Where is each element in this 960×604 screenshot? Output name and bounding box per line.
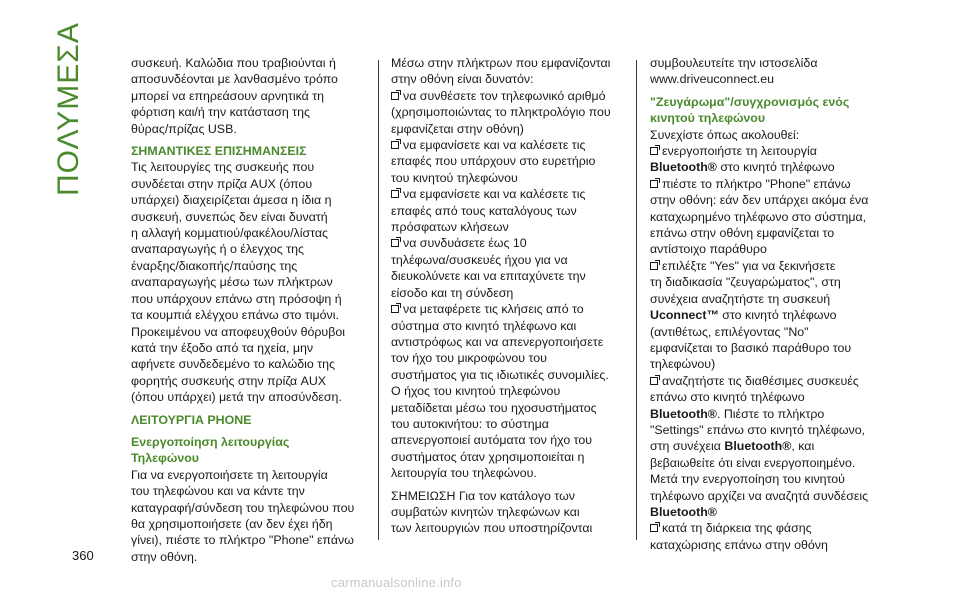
text-line: καταγραφή/σύνδεση του τηλεφώνου που: [131, 500, 355, 515]
text-line: υπάρχει) διαχειρίζεται άμεσα η ίδια η: [131, 193, 332, 208]
text-line: λειτουργία του τηλεφώνου.: [391, 466, 537, 481]
text-bold: Bluetooth®: [650, 406, 717, 421]
text-line: η αλλαγή κομματιού/φακέλου/λίστας: [131, 226, 329, 241]
text-line: επαφές από τους καταλόγους των: [391, 203, 577, 218]
text-line: πρόσφατων κλήσεων: [391, 220, 509, 235]
text-line: στην οθόνη: εάν δεν υπάρχει ακόμα ένα: [650, 193, 869, 208]
column-3: [650, 55, 886, 553]
text-line: συνδέεται στην πρίζα AUX (όπου: [131, 176, 313, 191]
text-line: αντίστοιχο παράθυρο: [650, 242, 767, 257]
paragraph-note: [391, 488, 627, 537]
text-line: συστήματος όταν χρησιμοποιείται η: [391, 449, 585, 464]
paragraph: [131, 55, 367, 137]
text-line: είσοδο και τη σύνδεση: [391, 285, 514, 300]
text-line: στο κινητό τηλέφωνο: [716, 160, 835, 175]
bullet-icon: [391, 305, 399, 313]
text-line: να εμφανίσετε και να καλέσετε τις: [403, 187, 586, 202]
bullet-icon: [650, 262, 658, 270]
website-link[interactable]: www.driveuconnect.eu: [650, 72, 774, 87]
text-line: σύστημα στο κινητό τηλέφωνο και: [391, 318, 577, 333]
bullet-item: [391, 235, 627, 301]
bullet-icon: [650, 377, 658, 385]
text-line: αποσυνδέονται με λανθασμένο τρόπο: [131, 72, 338, 87]
text-line: Συνεχίστε όπως ακολουθεί:: [650, 127, 800, 142]
text-line: τηλέφωνο αρχίζει να αναζητά συνδέσεις: [650, 488, 869, 503]
text-line: μεταδίδεται μέσω του ηχοσυστήματος: [391, 400, 597, 415]
column-2: [391, 55, 627, 537]
heading-important-notes: ΣΗΜΑΝΤΙΚΕΣ ΕΠΙΣΗΜΑΝΣΕΙΣ: [131, 144, 307, 159]
text-line: του κινητού τηλεφώνου: [391, 170, 518, 185]
text-line: εμφανίζεται στην οθόνη): [391, 121, 524, 136]
bullet-icon: [650, 524, 658, 532]
text-line: βεβαιωθείτε ότι είναι ενεργοποιημένο.: [650, 455, 856, 470]
text-bold: Bluetooth®: [650, 160, 717, 175]
bullet-icon: [650, 180, 658, 188]
text-line: αναπαραγωγής μέσω των πλήκτρων: [131, 275, 333, 290]
text-line: Μετά την ενεργοποίηση του κινητού: [650, 472, 845, 487]
text-line: τη διαδικασία "ζευγαρώματος", στη: [650, 275, 841, 290]
text-line: των λειτουργιών που υποστηρίζονται: [391, 521, 593, 536]
text-line: που υπάρχουν επάνω στη πρόσοψη ή: [131, 291, 342, 306]
paragraph: [131, 324, 367, 406]
column-divider: [378, 60, 379, 540]
text-line: Τις λειτουργίες της συσκευής που: [131, 160, 315, 175]
bullet-item: [650, 176, 886, 258]
paragraph: [391, 383, 627, 481]
heading-phone-activation: Τηλεφώνου: [131, 451, 199, 466]
text-line: εμφανίζεται το βασικό παράθυρο του: [650, 340, 852, 355]
bullet-icon: [391, 190, 399, 198]
text-line: να εμφανίσετε και να καλέσετε τις: [403, 138, 586, 153]
text-line: μπορεί να επηρεάσουν αρνητικά τη: [131, 88, 325, 103]
text-line: κατά την έξοδο από τα ηχεία, μην: [131, 340, 314, 355]
text-line: του τηλεφώνου και να κάντε την: [131, 484, 305, 499]
text-line: θα χρησιμοποιήσετε (αν δεν έχει ήδη: [131, 516, 333, 531]
text-bold: Bluetooth®: [650, 504, 717, 519]
bullet-icon: [391, 239, 399, 247]
text-bold: Bluetooth®: [724, 439, 792, 454]
text-line: αναπαραγωγής ή ο έλεγχος της: [131, 242, 304, 257]
text-line: αναζητήστε τις διαθέσιμες συσκευές: [662, 373, 859, 388]
text-line: καταχώρισης επάνω στην οθόνη: [650, 537, 828, 552]
paragraph: [131, 159, 367, 323]
text-line: , και: [791, 439, 815, 454]
text-line: . Πιέστε το πλήκτρο: [716, 406, 825, 421]
text-line: ενεργοποιήστε τη λειτουργία: [662, 144, 817, 159]
text-line: στην οθόνη.: [131, 549, 198, 564]
text-line: (χρησιμοποιώντας το πληκτρολόγιο που: [391, 105, 611, 120]
heading-phone-activation: Ενεργοποίηση λειτουργίας: [131, 434, 290, 449]
bullet-item: [650, 373, 886, 521]
text-line: επιλέξτε "Yes" για να ξεκινήσετε: [662, 258, 836, 273]
text-line: φόρτιση και/ή την κατάσταση της: [131, 105, 310, 120]
heading-phone-mode: ΛΕΙΤΟΥΡΓΙΑ PHONE: [131, 412, 252, 427]
bullet-item: [391, 301, 627, 383]
text-line: τηλέφωνα/συσκευές ήχου για να: [391, 252, 568, 267]
text-line: συστήματος για τις ιδιωτικές συνομιλίες.: [391, 367, 609, 382]
text-line: γίνει), πιέστε το πλήκτρο "Phone" επάνω: [131, 533, 354, 548]
text-line: αφήνετε συνδεδεμένο το καλώδιο της: [131, 357, 336, 372]
text-line: συμβουλευτείτε την ιστοσελίδα: [650, 56, 818, 70]
text-line: Ο ήχος του κινητού τηλεφώνου: [391, 384, 561, 399]
text-line: στη συνέχεια: [650, 439, 725, 454]
bullet-icon: [391, 92, 399, 100]
bullet-item: [391, 88, 627, 137]
text-line: συμβατών κινητών τηλεφώνων και: [391, 504, 580, 519]
bullet-item: [650, 520, 886, 553]
text-line: ΣΗΜΕΙΩΣΗ Για τον κατάλογο των: [391, 488, 575, 503]
text-line: (αντιθέτως, επιλέγοντας "No": [650, 324, 809, 339]
column-1: [131, 55, 367, 565]
text-line: έναρξης/διακοπής/παύσης της: [131, 258, 298, 273]
heading-pairing: "Ζευγάρωμα"/συγχρονισμός ενός: [650, 94, 850, 109]
text-line: Προκειμένου να αποφευχθούν θόρυβοι: [131, 324, 345, 339]
text-line: Για να ενεργοποιήσετε τη λειτουργία: [131, 467, 328, 482]
text-line: στο κινητό τηλέφωνο: [718, 308, 837, 323]
text-line: πιέστε το πλήκτρο "Phone" επάνω: [662, 176, 851, 191]
text-line: να συνθέσετε τον τηλεφωνικό αριθμό: [403, 88, 606, 103]
section-title: ΠΟΛΥΜΕΣΑ: [52, 22, 85, 196]
text-line: θύρας/πρίζας USB.: [131, 121, 237, 136]
text-line: του αυτοκινήτου: το σύστημα: [391, 416, 549, 431]
text-line: συσκευή, συνεπώς δεν είναι δυνατή: [131, 209, 328, 224]
text-line: κατά τη διάρκεια της φάσης: [662, 521, 812, 536]
footer-watermark: carmanualsonline.info: [331, 575, 462, 590]
bullet-item: [391, 186, 627, 235]
text-line: να συνδυάσετε έως 10: [403, 236, 527, 251]
text-line: Μέσω στην πλήκτρων που εμφανίζονται: [391, 56, 611, 70]
text-line: φορητής συσκευής στην πρίζα AUX: [131, 373, 327, 388]
text-line: αντιστρόφως και να απενεργοποιήσετε: [391, 334, 604, 349]
text-line: απενεργοποιεί αυτόματα τον ήχο του: [391, 433, 593, 448]
bullet-item: [650, 143, 886, 176]
bullet-icon: [391, 141, 399, 149]
text-line: (όπου υπάρχει) μετά την αποσύνδεση.: [131, 390, 342, 405]
text-bold: Uconnect™: [650, 308, 719, 323]
text-line: επάνω στο κινητό τηλέφωνο: [650, 390, 805, 405]
text-line: τηλεφώνου): [650, 357, 716, 372]
page-number: 360: [72, 548, 94, 563]
column-divider: [636, 60, 637, 540]
bullet-icon: [650, 147, 658, 155]
text-line: επαφές που υπάρχουν στο ευρετήριο: [391, 154, 596, 169]
bullet-item: [650, 258, 886, 373]
text-line: τα κουμπιά ελέγχου επάνω στο τιμόνι.: [131, 308, 339, 323]
text-line: συνέχεια αναζητήστε τη συσκευή: [650, 291, 831, 306]
text-line: συσκευή. Καλώδια που τραβιούνται ή: [131, 56, 336, 70]
text-line: στην οθόνη είναι δυνατόν:: [391, 72, 534, 87]
text-line: "Settings" επάνω στο κινητό τηλέφωνο,: [650, 422, 866, 437]
text-line: διευκολύνετε και να επιταχύνετε την: [391, 269, 586, 284]
text-line: επάνω στην οθόνη εμφανίζεται το: [650, 226, 835, 241]
paragraph: [131, 467, 367, 565]
heading-pairing: κινητού τηλεφώνου: [650, 111, 766, 126]
text-line: τον ήχο του μικροφώνου του: [391, 351, 547, 366]
text-line: καταχωρημένο τηλέφωνο στο σύστημα,: [650, 209, 867, 224]
text-line: να μεταφέρετε τις κλήσεις από το: [403, 302, 584, 317]
bullet-item: [391, 137, 627, 186]
